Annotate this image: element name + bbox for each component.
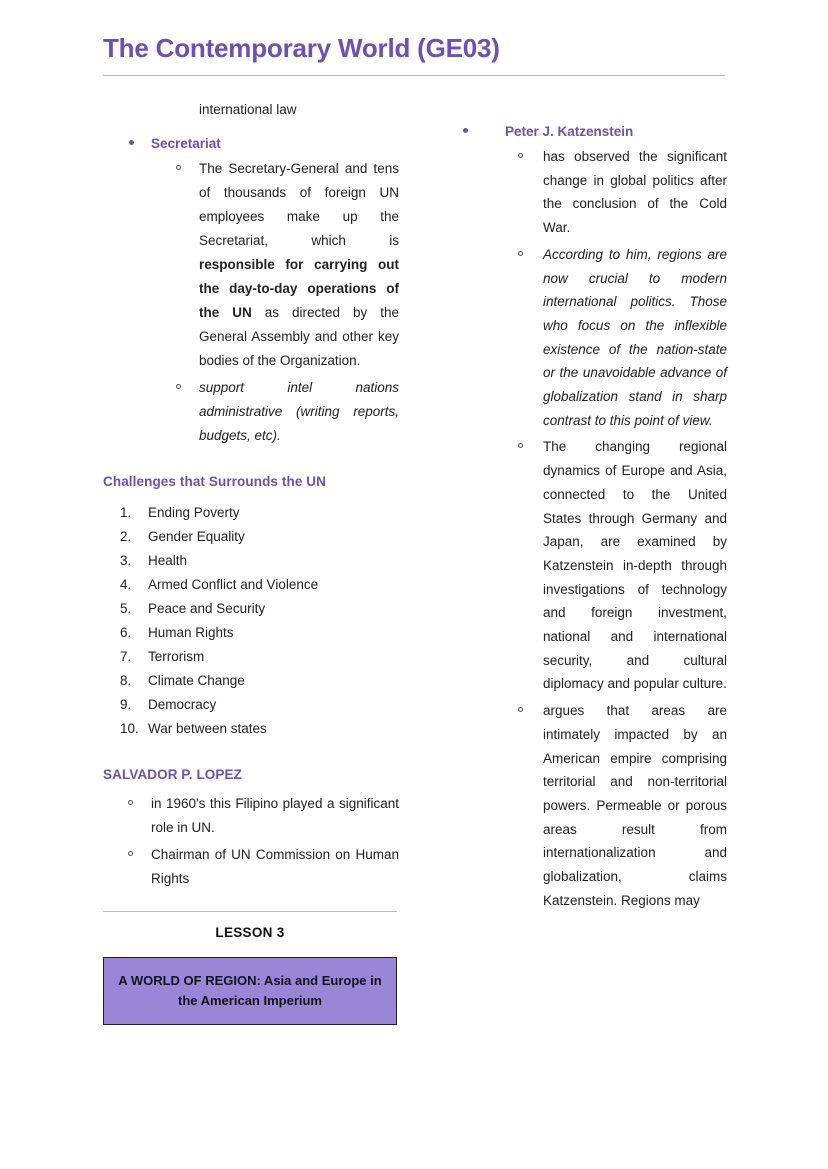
list-item-secretariat bbox=[103, 134, 399, 448]
list-item bbox=[505, 145, 727, 240]
header-divider bbox=[103, 75, 725, 76]
bullet-circle-icon bbox=[518, 443, 523, 448]
challenges-heading: Challenges that Surrounds the UN bbox=[103, 473, 326, 489]
left-column bbox=[103, 98, 399, 1025]
katzenstein-point: The changing regional dynamics of Europe and Asia, connected to the United States through Germany and Japan, are examined by Katzenstein in-depth through investigations of technology and foreign investment, national and international security, and cultural diplomacy and popular culture. bbox=[543, 439, 727, 692]
lesson-label: LESSON 3 bbox=[215, 924, 285, 940]
bullet-disc-icon bbox=[129, 140, 134, 145]
bullet-disc-icon bbox=[463, 128, 468, 133]
secretariat-sublist bbox=[151, 157, 399, 448]
list-item bbox=[151, 376, 399, 448]
secretariat-label: Secretariat bbox=[151, 135, 221, 151]
list-item bbox=[103, 843, 399, 891]
list-item: Armed Conflict and Violence bbox=[148, 576, 319, 592]
page-title: The Contemporary World (GE03) bbox=[103, 33, 500, 63]
document-header bbox=[103, 34, 725, 76]
list-item-katzenstein bbox=[455, 122, 727, 913]
list-item bbox=[505, 699, 727, 912]
salvador-heading: SALVADOR P. LOPEZ bbox=[103, 766, 242, 782]
katzenstein-point: argues that areas are intimately impacted by an American empire comprising territorial and non-territorial powers. Permeable or porous areas result from internationalization and globalization, claims Katzenstein. Regions may bbox=[543, 703, 727, 908]
list-item bbox=[103, 792, 399, 840]
list-item bbox=[505, 435, 727, 696]
secretariat-point-1: The Secretary-General and tens of thousands of foreign UN employees make up the Secretariat, which is responsible for carrying out the day-to-day operations of the UN as directed by the General Assembly and other key bodies of the Organization. bbox=[199, 160, 399, 368]
list-item: Peace and Security bbox=[148, 600, 266, 616]
secretariat-list bbox=[103, 134, 399, 448]
bullet-circle-icon bbox=[128, 800, 133, 805]
bullet-circle-icon bbox=[176, 165, 181, 170]
lesson-divider bbox=[103, 911, 397, 912]
list-item: Democracy bbox=[148, 696, 217, 712]
katzenstein-list bbox=[455, 122, 727, 913]
list-item: Terrorism bbox=[148, 648, 205, 664]
list-item bbox=[505, 243, 727, 433]
katzenstein-point: According to him, regions are now crucial to modern international politics. Those who focus on the inflexible existence of the nation-state or the unavoidable advance of globalization stand in sharp contrast to this point of view. bbox=[543, 246, 727, 428]
katzenstein-point: has observed the significant change in global politics after the conclusion of the Cold War. bbox=[543, 149, 727, 236]
list-item: Ending Poverty bbox=[148, 504, 240, 520]
katzenstein-sublist bbox=[505, 145, 727, 913]
list-item: War between states bbox=[148, 720, 267, 736]
bullet-circle-icon bbox=[176, 384, 181, 389]
list-item bbox=[151, 157, 399, 373]
list-item: Health bbox=[148, 552, 188, 568]
challenges-list bbox=[103, 501, 399, 741]
right-column bbox=[455, 98, 727, 916]
lesson-title-box: A WORLD OF REGION: Asia and Europe in the American Imperium bbox=[103, 957, 397, 1025]
salvador-point: in 1960's this Filipino played a significant role in UN. bbox=[151, 795, 399, 835]
bullet-circle-icon bbox=[518, 251, 523, 256]
bullet-circle-icon bbox=[128, 851, 133, 856]
bullet-circle-icon bbox=[518, 153, 523, 158]
continued-text-line: international law bbox=[199, 102, 297, 117]
list-item: Climate Change bbox=[148, 672, 245, 688]
list-item: Gender Equality bbox=[148, 528, 245, 544]
salvador-point: Chairman of UN Commission on Human Rights bbox=[151, 846, 399, 886]
bullet-circle-icon bbox=[518, 707, 523, 712]
list-item: Human Rights bbox=[148, 624, 234, 640]
secretariat-point-2: support intel nations administrative (writing reports, budgets, etc). bbox=[199, 379, 399, 443]
katzenstein-label: Peter J. Katzenstein bbox=[505, 124, 634, 139]
salvador-list bbox=[103, 792, 399, 891]
